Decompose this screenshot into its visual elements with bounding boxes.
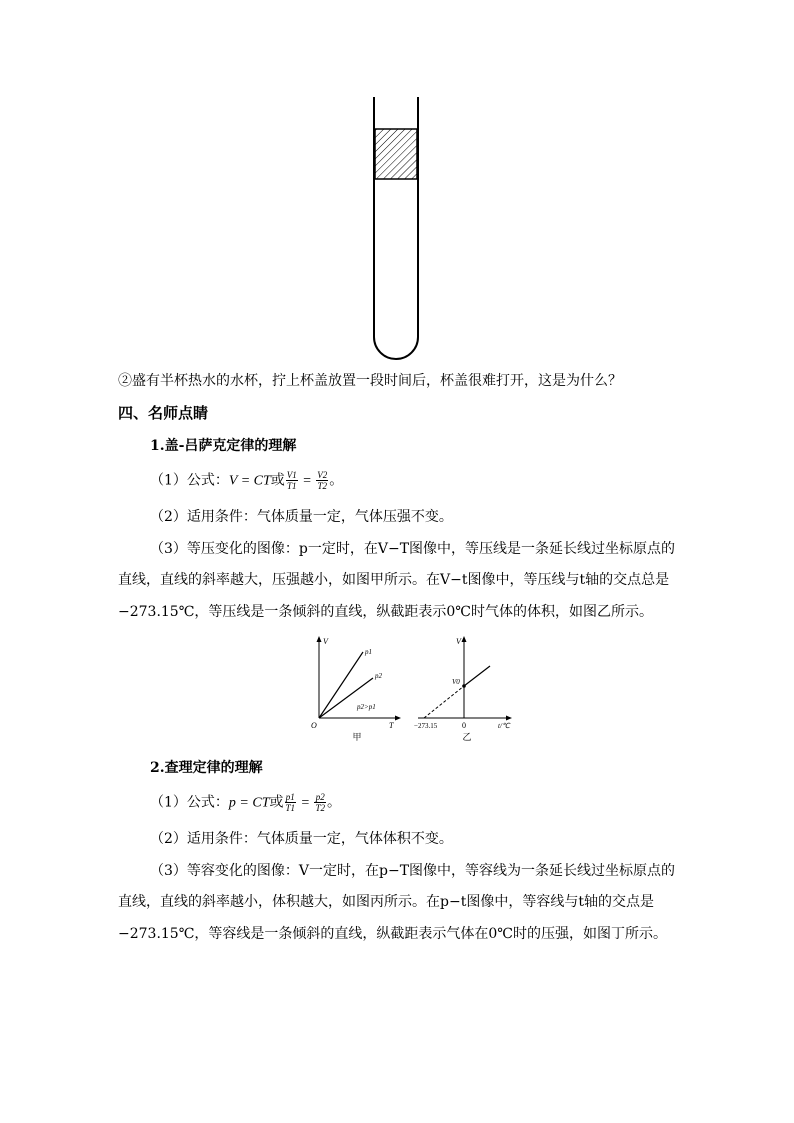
jia-x-arrow bbox=[395, 716, 401, 721]
jia-caption: 甲 bbox=[352, 732, 362, 742]
formula-main: V = CT bbox=[228, 473, 271, 489]
gaylussac-heading: 1.盖-吕萨克定律的理解 bbox=[150, 438, 297, 454]
fraction-1-numerator: V1 bbox=[286, 470, 297, 480]
fraction-2-denominator: T2 bbox=[315, 803, 325, 813]
charles-graph-line-1: （3）等容变化的图像：V一定时，在p−T图像中，等容线为一条延长线过坐标原点的 bbox=[150, 863, 676, 879]
fraction-2-denominator: T2 bbox=[317, 481, 327, 491]
yi-caption: 乙 bbox=[462, 732, 472, 742]
figure-jia bbox=[305, 632, 405, 742]
fraction-2-numerator: p2 bbox=[315, 792, 325, 802]
gaylussac-graph-line-3: −273.15℃，等压线是一条倾斜的直线，纵截距表示0℃时气体的体积，如图乙所示。 bbox=[118, 604, 653, 620]
section-title: 四、名师点睛 bbox=[118, 404, 209, 422]
charles-conditions: （2）适用条件：气体质量一定，气体体积不变。 bbox=[150, 831, 453, 847]
test-tube-figure bbox=[368, 95, 428, 367]
formula-prefix: （1）公式： bbox=[150, 794, 229, 811]
jia-origin-label: O bbox=[311, 721, 317, 730]
gaylussac-conditions: （2）适用条件：气体质量一定，气体压强不变。 bbox=[150, 509, 453, 525]
yi-x-arrow bbox=[506, 716, 512, 721]
yi-intercept-point bbox=[462, 684, 466, 688]
charles-heading: 2.查理定律的理解 bbox=[150, 760, 263, 776]
formula-or: 或 bbox=[270, 472, 285, 489]
yi-isobar-line bbox=[464, 666, 490, 686]
yi-intercept-label: V0 bbox=[452, 678, 460, 686]
mercury-column bbox=[375, 129, 417, 179]
jia-line-p2 bbox=[319, 678, 373, 718]
yi-origin-label: 0 bbox=[462, 721, 466, 730]
yi-x-intercept-label: −273.15 bbox=[414, 722, 438, 730]
formula-main: p = CT bbox=[228, 795, 270, 811]
jia-y-label: V bbox=[323, 637, 328, 646]
jia-y-arrow bbox=[317, 636, 322, 642]
formula-prefix: （1）公式： bbox=[150, 472, 229, 489]
yi-y-arrow bbox=[462, 636, 467, 642]
fraction-1-denominator: T1 bbox=[285, 803, 296, 813]
charles-graph-line-2: 直线，直线的斜率越小，体积越大，如图丙所示。在p−t图像中，等容线与t轴的交点是 bbox=[118, 894, 654, 910]
formula-end: 。 bbox=[329, 472, 344, 489]
formula-end: 。 bbox=[326, 794, 341, 811]
jia-relation-label: p2>p1 bbox=[357, 703, 376, 711]
jia-line-p2-label: p2 bbox=[375, 672, 382, 680]
yi-y-label: V bbox=[456, 637, 461, 646]
jia-x-label: T bbox=[389, 721, 394, 730]
fraction-1-numerator: p1 bbox=[285, 792, 295, 802]
fraction-1 bbox=[286, 470, 298, 491]
question-2-text: ②盛有半杯热水的水杯，拧上杯盖放置一段时间后，杯盖很难打开，这是为什么？ bbox=[118, 373, 622, 389]
yi-x-label: t/℃ bbox=[498, 722, 510, 730]
gaylussac-formula: （1）公式：V = CT或 $\frac{V1}{T1}$ = $\frac{V2}{T2}$ 。 bbox=[150, 470, 344, 491]
yi-extension-dashed bbox=[424, 686, 464, 718]
fraction-1-denominator: T1 bbox=[287, 481, 297, 491]
fraction-2-numerator: V2 bbox=[317, 470, 328, 480]
charles-graph-line-3: −273.15℃，等容线是一条倾斜的直线，纵截距表示气体在0℃时的压强，如图丁所示。 bbox=[118, 926, 667, 942]
jia-line-p1-label: p1 bbox=[365, 648, 372, 656]
gaylussac-graph-line-1: （3）等压变化的图像：p一定时，在V−T图像中，等压线是一条延长线过坐标原点的 bbox=[150, 541, 676, 557]
charles-formula: （1）公式：p = CT或 $\frac{p1}{T1}$ = $\frac{p2}{T2}$ 。 bbox=[150, 792, 341, 813]
fraction-2 bbox=[314, 792, 326, 813]
figure-yi bbox=[410, 632, 520, 742]
fraction-2 bbox=[316, 470, 328, 491]
formula-or: 或 bbox=[269, 794, 284, 811]
gaylussac-graph-line-2: 直线，直线的斜率越大，压强越小，如图甲所示。在V−t图像中，等压线与t轴的交点总是 bbox=[118, 572, 670, 588]
fraction-1 bbox=[285, 792, 297, 813]
